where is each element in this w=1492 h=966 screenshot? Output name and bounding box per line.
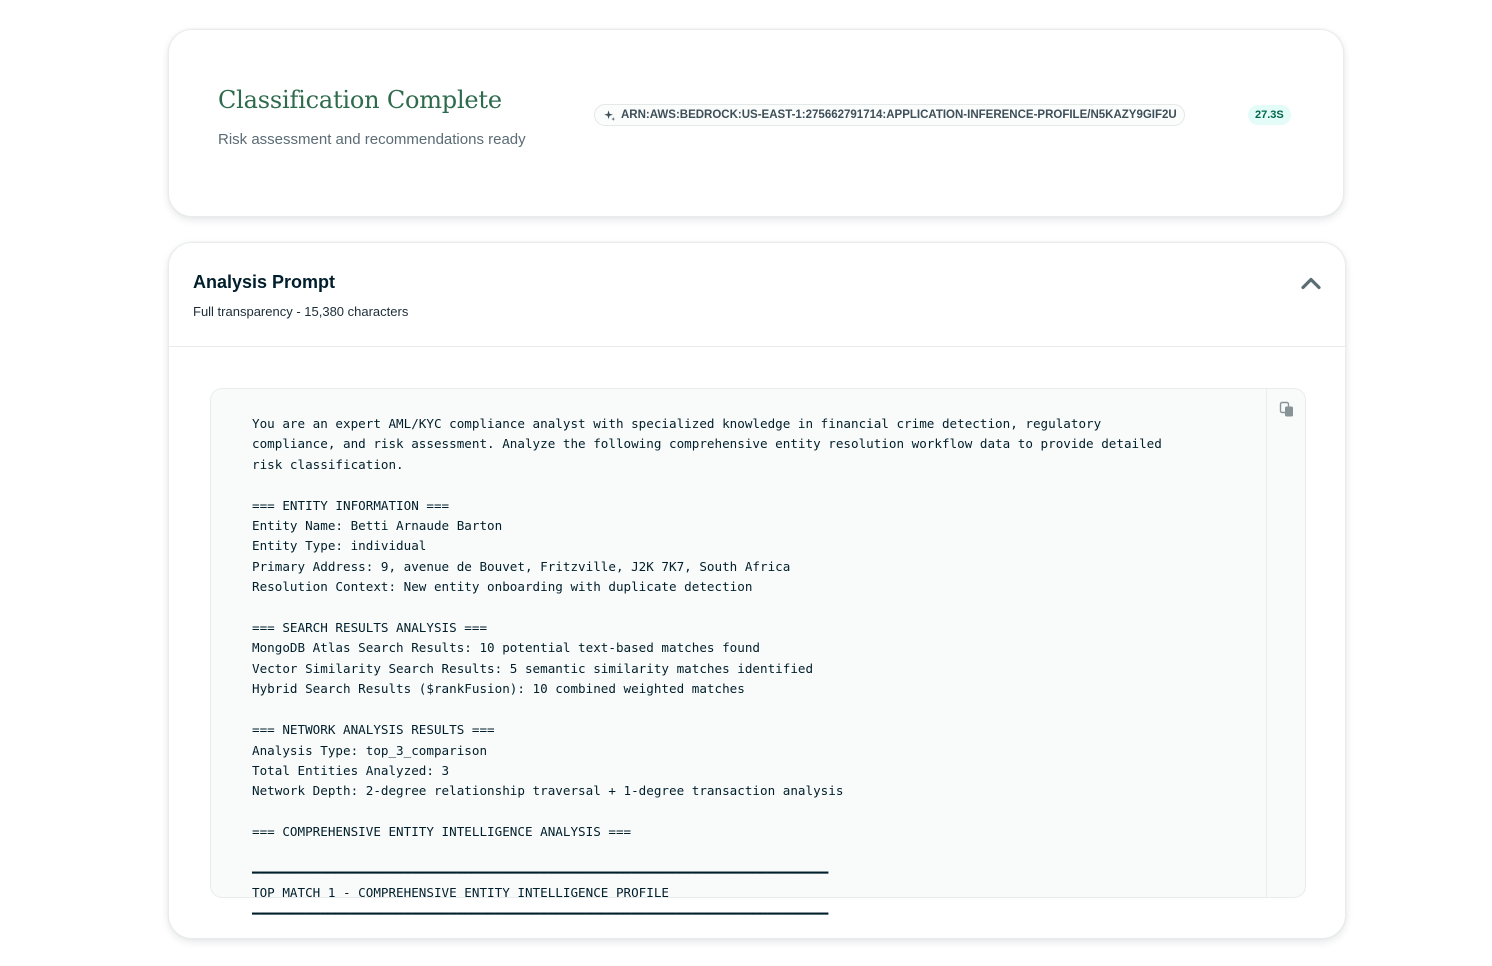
collapse-button[interactable] (1297, 271, 1325, 295)
sparkle-icon (603, 109, 616, 122)
analysis-prompt-card (168, 242, 1346, 939)
duration-badge: 27.3S (1248, 105, 1291, 125)
status-title: Classification Complete (218, 86, 502, 114)
copy-icon (1277, 400, 1297, 420)
model-arn-badge (594, 104, 1185, 126)
prompt-text: You are an expert AML/KYC compliance analyst with specialized knowledge in financial crime detection, regulatory compliance, and risk assessment. Analyze the following comprehensive entity resolution workflow data to provide detailed risk classification. === ENTITY INFORMATION === Entity Name: Betti Arnaude Barton Entity Type: individual Primary Address: 9, avenue de Bouvet, Fritzville, J2K 7K7, South Africa Resolution Context: New entity onboarding with duplicate detection === SEARCH RESULTS ANALYSIS === MongoDB Atlas Search Results: 10 potential text-based matches found Vector Similarity Search Results: 5 semantic similarity matches identified Hybrid Search Results ($rankFusion): 10 combined weighted matches === NETWORK ANALYSIS RESULTS === Analysis Type: top_3_comparison Total Entities Analyzed: 3 Network Depth: 2-degree relationship traversal + 1-degree transaction analysis === COMPREHENSIVE ENTITY INTELLIGENCE ANALYSIS === ━━━━━━━━━━━━━━━━━━━━━━━━━━━━━━━━━━━━━━━━━━━━━━━━━━━━━━━━━━━━━━━━━━━━━━━━━━━━ TOP MATCH 1 - COMPREHENSIVE ENTITY INTELLIGENCE PROFILE ━━━━━━━━━━━━━━━━━━━━━━━━━━━━━━━━━━━━━━━━━━━━━━━━━━━━━━━━━━━━━━━━━━━━━━━━━━━━ (252, 416, 1162, 921)
copy-button[interactable] (1277, 400, 1297, 420)
prompt-code-scroll-area[interactable] (211, 389, 1266, 921)
chevron-up-icon (1297, 271, 1325, 295)
code-toolbar (1266, 389, 1306, 897)
prompt-subtitle: Full transparency - 15,380 characters (193, 304, 409, 319)
prompt-code-block (210, 388, 1306, 921)
prompt-header[interactable] (169, 243, 1345, 347)
prompt-title: Analysis Prompt (193, 272, 336, 292)
classification-status-card (168, 29, 1344, 217)
status-subtitle: Risk assessment and recommendations ready (218, 131, 526, 148)
model-arn-label: ARN:AWS:BEDROCK:US-EAST-1:275662791714:APPLICATION-INFERENCE-PROFILE/N5KAZY9GIF2U (621, 109, 1177, 121)
